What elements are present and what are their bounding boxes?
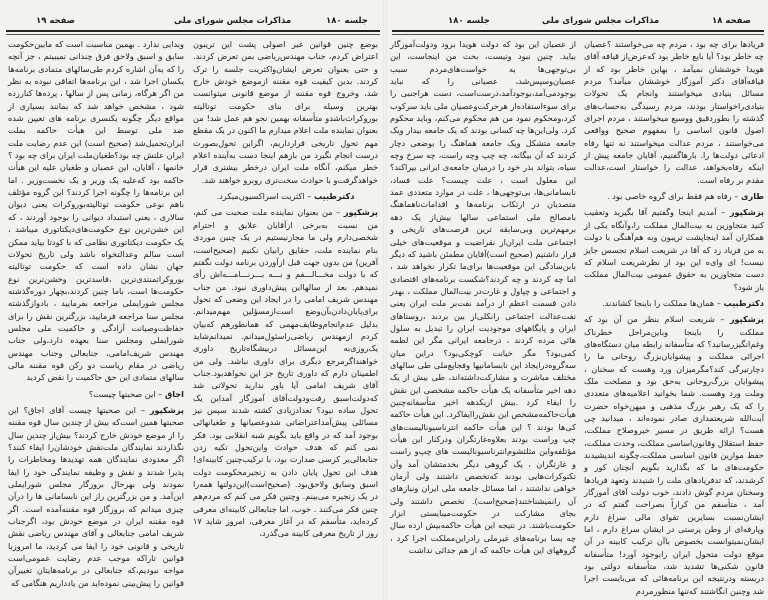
speaker-name: پزشکپور – (333, 207, 378, 217)
speaker-name: پزشکپور – (717, 207, 764, 217)
speaker-paragraph (193, 206, 378, 539)
paragraph-text: فریادها برای چه بود ، مردم چه می‌خواستند ؟عصیان چه خاطر بود؟ آیا بایع خاطر بود که‌عرض‌از قیافه آقای هویدا خوششان نمیآمد ، بهاین خاطر بود که از قیافه‌آقای دکتر آموزگار خوششان میآمد؟ مردم مسائل بنیادی میخواستند وانجام یک تحولات بنیادی‌راخواستار بودند، مردم رسیدگی به‌حساب‌های گذشته را بطوردقیق ووسیع میخواستند ، مردم اجرای اصول قانون اساسی را بمفهوم صحیح وواقعی می‌خواستند ، مردم عدالت میخواستند نه تنها رفاه ادعائی دولت‌ها را. بارهاگفتیم، آقایان جامعه پیش از اینکه رفاه‌بخواهد، عدالت را خواستار است،عدالت مقدم بر رفاه است. (584, 39, 764, 185)
running-title: مذاکرات مجلس شورای ملی (542, 16, 660, 26)
speaker-paragraph (584, 206, 764, 292)
session-number: جلسه ۱۸۰ (448, 16, 490, 26)
paragraph-text: همان‌ها مملکت را باینجا کشاندند. (602, 297, 715, 308)
text-column (193, 38, 378, 553)
header-rule-thin (392, 34, 764, 35)
speaker-paragraph (8, 388, 184, 400)
paragraph-text: رفاه هم فقط برای گروه خاصی بود . (606, 191, 732, 202)
speaker-paragraph (193, 190, 378, 202)
speaker-paragraph (584, 313, 764, 597)
running-header (392, 10, 762, 30)
session-number: جلسه ۱۸۰ (326, 16, 368, 26)
speaker-name: اجاق – (156, 389, 184, 399)
paragraph-text: من بعنوان نماینده ملت صحبت می کنم، من نسبت به‌برخی ازآقایان علایق و احترام شخصی‌دارم ولی ما مجازنیستیم در یک چنین موردی بنام نماینده ملت، حقایق رابیان نکنیم (صحیح‌است، آفرین) من بدون جهت قبل ازآوردن برنامه دولت نگفتم که با دولت مخـــالـــفم و بـــه بـــرنـــامـــه‌اش رأی نمیدهم. بعد از سالهااین پیش‌داوری نبود. من جناب مهندس شریف امامی را در ایجاد این وضعی که تحول برای‌پایان‌دادن‌بآن‌وضع است‌ازمسؤلین مهم‌میدانم. بدلیل عدم‌انجام‌وظایف‌مهمی که همانطورهم که‌بیان کردم ازمهندس ریاضی‌راسئول‌میدانم. نمیدانم‌شاید یک‌روزی‌به این‌مسائل دربیشگاه‌تاریخ داوری خواهند‌اگرمرجع دیگری برای داوری نباشد. ولی من اطمینان دارم که داوری تاریخ جز این نخواهدبود.جناب آقای شریف امامی آیا باور ندارید تحولاتی شد که‌دولت‌اسبق رفت‌ودولت‌آقای آموزگار آمد‌این یک تحول ساده نبود؟ تعدادزیادی کشته شدند سپس نیز مسائلی پیش‌آمداعتراضاتی شدوعصیانها و طغیانهائی بوجود آمد که در واقع باید بگویم شبه انقلابی بود. فکر نمی کنم که هدف حوادث واین‌تحول تکیه زدن جنابعالی‌بر کرسی صدارت بود، با ترکیب‌چنین کابینه‌ای! هدف این تحول پایان دادن به زنجیرمحکومت دولت اسبق وسابق ولاحق‌بود. (صحیح‌است)این‌دولتها همه‌را در یک زنجیره می‌بینم. وچنین فکر می کنم که مردم‌هم چنین فکر می‌کنند . خوب، اما جنابعالی کابینه‌ای معرفی کرده‌اید، متأسفم که در آغاز معرفی، امروز شاید ۱۷ روز از تاریخ معرفی کابینه می‌گذرد، (193, 207, 378, 539)
paragraph-text: آمدیم اینجا وگفتیم آقا بگیرید وتعقیب کنید متجاوزین به بیت‌المال مملکت را،وآنگاه یکی از همکاران آمد اینجا‌پشت تریبون وبه هم‌آهنگی با دولت به من فریاد زد که آقا در شریعت اسلام تجسس جایز نیست! ای وای‌ه این بود از نظرشریعت اسلام که دست متجاوزین به حقوق عمومی بیت‌المال مملکت باز شود؟ (584, 207, 764, 292)
paragraph-text: این صحبتها چیست آقای اجاق؟ این صحبتها همین است‌که بیش از چندین سال قوه مقننه را از موضع خودش خارج کردند؟ بیش‌از چندین سال نگذاردند نمایندگان ملت‌نقش خودشان‌را ایفاء کنند؟ اگر معدودی نمایندگان همه تهدیدها ومخاطرات را پذیرا شدند و نقش و وظیفه نمایندگی خود را ایفا نمودند ولی بهرحال بروزگار مجلس شورایملی این‌آمد. و من بزرگترین راز این نابسامانی ها را درآن چیزی میدانم که بروزگار قوه مقننه‌آمده است. اگر قوه مقننه ایران در موضع خودش بود، اگرجناب شریف امامی جنابعالی و آقای مهندس ریاضی نقش تاریخی و قانونی خود را ایفا می کردید، ما امروزبا قوانین تاراکه موجب عدم رضایت عمومی‌است مواجه نبودیم،که جنابعالی در برنامه‌هایتان تغییرآن قوانین را پیش‌بینی نموده‌اید من یادداریم هنگامی که (8, 404, 184, 588)
speaker-name: پزشکپور – (715, 314, 764, 324)
paragraph-text: این صحبتها چیست؟ (88, 388, 156, 399)
text-column (7, 38, 184, 588)
speaker-name: دکترطبیب – (305, 191, 355, 201)
speaker-name: دکترطبیب – (714, 298, 764, 308)
paragraph-text: از عصیان این بود که دولت هویدا برود ودولت‌آموزگار بیاید. چنین نبود ونیست، بحث من اینجاست، این بی‌توجهی‌ها به خواست‌های‌مردم سبب عصیان‌وسپس‌شد، عصیانی را که نباید بوجودمی‌آمد،بوجودآمد،درست‌است، دست هراجنبی را برای سوءاستفاده‌از هرحرکت‌وعصیان ملی باید سرکوب کرد،ومحکوم نمود من هم محکوم می‌کنم، وباید محکوم کرد. ولی‌این‌ها چه کسانی بودند که یک جامعه بیدار ویک جامعه متشکل ویک جامعه هماهنگ را بوضعی دچار کردند که آن بیگانه، چه چپ وچه راست، چه سرخ وچه سیاه، بتواند بذر خود را درمیان جامعه‌ی ایرانی بپراکند؟ این معلول است ، علت چیست؟ علت فساد، نابسامانی‌ها، بی‌توجهی‌ها ، علت در موارد متعددی عمد متصدیان در ارتکاب برنامه‌ها و اقدامات‌ناهماهنگ بامصالح ملی استماعی سالها بیش‌از یک دهه برمهم‌ترین وبی‌سابقه ترین فرصت‌های تاریخی و اجتماعی ملت ایران‌از نقراضیت و موقعیت‌های خیلی قرار داشتیم (صحیح است)آقایان مطمئن باشید که دیگر بابن‌سادگی این موقعیت‌ها برای‌ما تکرار نخواهد شد ، اما چه کردند و چه کردند؟شکست برنامه‌های اقتصادی و اجتماعی و چپاول و غارت‌در بیت‌المال مملکت ، بهدر دادن قسمت اعظم از درآمد نفت‌بر ملت ایران یعنی نفت‌عدالت اجتماعی رانکلی‌از بین بردند ،روستاهای ایران و پایگاههای موجودیت ایران را تبدیل به سلول هائی مرده کردند ، درجامعه ایرانی مگر این لطمه کمی‌بود؟ مگر خیانت کوچکی‌بود؟ دراین میان سه‌گروه‌درایجاد این نابسامانیها وفجایع‌ملی طی سالهای مختلف مباشرت و مشارکت‌داشته‌اند، طی بیش از یک دهه اخیر متأسفانه یک هیأت حاکمه مشخصی این نقش را ایفاء کرد .بیش ازیکدهه اخیر متأسفانه‌چنین هیأت‌حاکمه‌مشخص این نقش‌راایفاکرد. این هیأت حاکمه کی‌ها بودند ؟ این هیأت حاکمه انترناسیونالیست‌های چپ وراست بودند بعلاوه‌غارتگران ودرکنار این هیأت مؤتلفه‌واین مثلثشوم‌انترناسیونالیست های چپ‌و راست و غارتگران ، یک گروهی دیگر بخدمتشان آمد وآن تکنوکرات‌هایی بودند که‌تخصص داشتند ولی آرمان خواهی نداشتند ، اما مسائل جامعه ملی ایران ونیازهای آن رانمیشناختند(صحیح‌است). تخصص داشتند ولی بجای مشارکت در حکومت‌میبایستی ابزار حکومت‌باشند. در نتیجه این هیأت حاکمه‌بیش ازده سال چه بسا برنامه‌های غیرملی رادراین‌مملکت اجرا کرد ، گروههای این هیأت حاکمه که از هم جدائی نداشت (390, 39, 576, 556)
paragraph-text: وبدایی ندارد . بهمین مناسبت است که مابین‌حکومت سابق و اسبق ولاحق فرق چندانی نمیبینم ، جز آنچه را که به‌آن اشاره کردم طی‌سالهای متمادی برنامه‌ها یکسان اجرا شد ، این برنامه‌ها اتفاقی نبوده به نظر من اگر هرگاه، زمانی پس از سالها ، پرده‌ها کنارزده شود ، مشخص خواهد شد که بمانند بسیاری از مواقع دیگر چگونه یکنسری برنامه های تعیین شده ضد ملی توسط این هیأت حاکمه بملت ایران‌تحمیل‌شد (صحیح است) این عدم رضایت ملت ایران علتش چه بود؟طغیان‌ملت ایران برای چه بود ؟ خانمها ، آقایان، این عصیان و طغیان علیه این هیأت حاکمه بود که‌علیه یک وزیر و یک نخست‌وزیر . اما این برنامه‌ها را چگونه اجرا کردند؟ این گروه مؤتلف باهم نوعی حکومت توتالیته‌بوروکرات یعنی دیوان سالاری ، یعنی استبداد دیوانی را بوجود آوردند ، که این خشن‌ترین نوع حکومت‌های‌دیکتاتوری میباشد ، یک حکومت دیکتاتوری نظامی که با کودتا بیاید ممکن است سالم وعدالتخواه باشد ولی تاریخ تحولات جهان نشان داده است که حکومت توتالیته بوروکراتمنتدی‌ترین ،فاسدترین وخشن‌ترین نوع حکومت‌ها است، باما چنین کردند،بچهار دوره‌گذشته مجلس شورایملی مراجعه بفرمایید ، بادوازگذشته مجلس سنا مراجعه فرمایید، بزرگترین نقش را برای حفاظت‌وصیانت آزادگی و حاکمیت ملی مجلس شورایملی ومجلس سنا بعهده دارد،ولی جناب مهندس شریف‌امامی، جنابعالی وجناب مهندس ریاضی در مقام ریاست دو رکن قوه مقننه مالی سالهای متمادی این حق حاکمیت را نقض کردید (7, 39, 184, 383)
paragraph-text: شریعت اسلام بنظر من آن بود که مملکت را باینجا وباین‌مراحل خطرناک وغم‌انگیز‌رسانید؟ که متأسفانه رابطه میان دستگاه‌های اجرائی مملکت و پیشوایان‌بزرگ روحانی ما را دچارتیرگی کند؟مگرمیزان ورد وهست که سخنان ، پیشوایان بزرگ‌روحانی به‌حق بود و مصلحت ملک وملت ورد وهست. شما بخوانید اعلامیه‌های متعددی را که یک رهبر بزرگ مذهبی و میهن‌خواه حضرت آیت‌الله شریعتمداری صادر نموده‌اند ، میدانید چی هست؟ ارائه طریق در مسیر خیروصلاح مملکت، حفظ استقلال وقانون‌اساسی مملکت، وحدت مملکت، حفظ موازین قانون اساسی مملکت،چگونه اندیشیدند حکومت‌های ما که بگذارید بگویم آنچنان کور و کرشدند، که تدفریادهای ملت را شنیدند وتعهد فریادها وسخنان مردم گوش دادند، خوب دولت آقای آموزگار آمد ، متأسفم من کراراً بصراحت گفتم که در ایشان‌نسبت بسایرین تقوای مالی سراغ دارم وپارفه‌ای از وطن پرستی در ایشان سراغ دارم ، اما ایشان‌نمیتوانست بخصوص باآن ترکیب کابینه در آن موقع دولت متحول ایران رابوجود آورد! متأسفانه قانون شکنی‌ها تشدید شد، متأسفانه دولتی بود دربسته ودرنتیجه این برنامه‌هائی که می‌بایست اجرا شد وچنین انگاشتند که‌تنها منظورمردم (584, 314, 764, 596)
running-header (6, 10, 378, 30)
header-rule (392, 30, 764, 32)
paragraph (584, 38, 764, 186)
paragraph (390, 38, 576, 556)
paragraph (8, 38, 184, 384)
speaker-paragraph (584, 297, 764, 309)
speaker-name: پزشکپور – (136, 405, 184, 415)
speaker-name: طاری – (732, 191, 764, 201)
page-right (386, 0, 768, 600)
running-title: مذاکرات مجلس شورای ملی (174, 16, 292, 26)
header-rule-thin (6, 34, 380, 35)
page-number: صفحه ۱۹ (36, 16, 75, 26)
paragraph (193, 38, 378, 186)
paragraph-text: بوضع چنین قوانین غیر اصولی پشت این تریبون اعتراض کردم، جناب مهندس‌ریاضی بمن تعرض کردند. و حتی بعنوان تعرض ایشان‌واکثریت جلسه را ترک کردند. بدین کیفیت قوه مقننه ازموضع خودش خارج شد، وخروج قوه مقننه از موضع قانونی میتوانست بهترین وسیله برای بنای حکومت توتالیته بوروکرات‌باشدو متأسفانه بهمین نحو هم عمل شد! من بعنوان نماینده ملت اعلام میدارم ما اکنون در یک مقطع مهم تحول تاریخی قرارداریم، اگراین تحول‌بصورت درست انجام نگیرد من بازهم اینجا دست به‌آینده اعلام خطر میکنم، آنگاه ملت ایران درخطر بیشتری قرار خواهدگرفت‌و با حوادث سخت‌تری روبرو خواهند شد. (193, 39, 378, 185)
speaker-paragraph (8, 404, 184, 589)
text-column (584, 38, 764, 596)
text-column (390, 38, 576, 573)
speaker-paragraph (584, 190, 764, 202)
page-number: صفحه ۱۸ (712, 16, 751, 26)
paragraph-text: اکثریت اسراکسیون‌میکرد. (216, 191, 305, 202)
header-rule (6, 30, 380, 32)
